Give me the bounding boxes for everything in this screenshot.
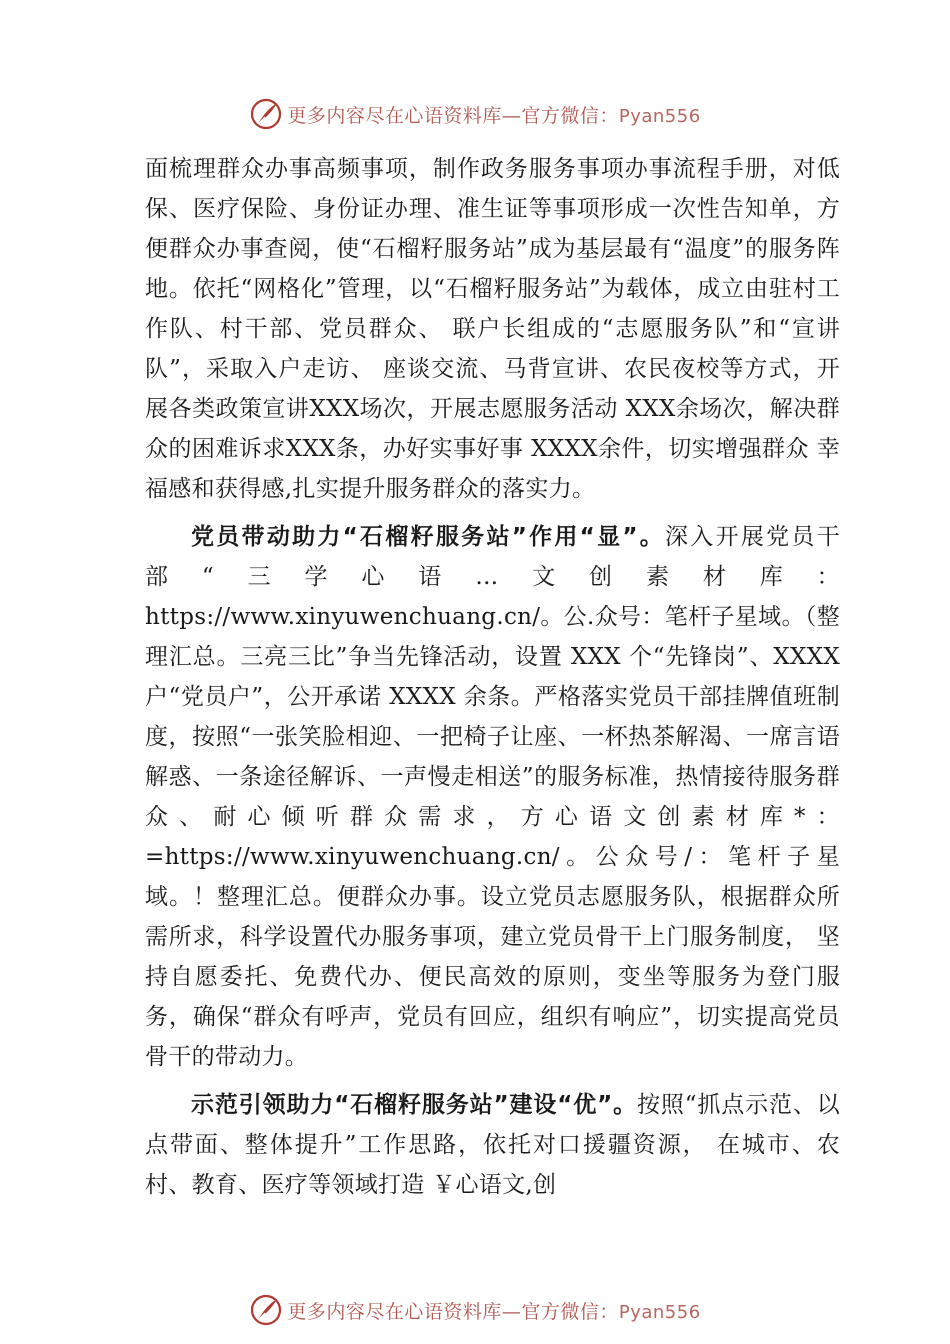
watermark-text: 更多内容尽在心语资料库—官方微信：Pyan556	[287, 1300, 701, 1323]
paragraph-body: 按照“抓点示范、以点带面、整体提升”工作思路，依托对口援疆资源， 在城市、农村、教育、医疗等领域打造 ￥心语文,创	[145, 1092, 841, 1198]
paragraph-body: 面梳理群众办事高频事项，制作政务服务事项办事流程手册，对低保、医疗保险、身份证办理、准生证等事项形成一次性告知单，方便群众办事查阅，使“石榴籽服务站”成为基层最有“温度”的服务阵地。依托“网格化”管理，以“石榴籽服务站”为载体，成立由驻村工作队、村干部、党员群众、 联户长组成的“志愿服务队”和“宣讲队”，采取入户走访、 座谈交流、马背宣讲、农民夜校等方式，开展各类政策宣讲XXX场次，开展志愿服务活动 XXX余场次，解决群众的困难诉求XXX条，办好实事好事 XXXX余件，切实增强群众 幸福感和获得感,扎实提升服务群众的落实力。	[145, 156, 840, 502]
header-watermark	[0, 94, 950, 134]
quill-logo-icon	[249, 97, 283, 131]
paragraph	[145, 517, 840, 1077]
wechat-id: Pyan556	[618, 105, 701, 127]
watermark-text: 更多内容尽在心语资料库—官方微信：Pyan556	[287, 104, 701, 127]
quill-logo-icon	[249, 1293, 283, 1327]
paragraph	[145, 149, 840, 509]
footer-watermark	[0, 1290, 950, 1330]
paragraph-lead: 党员带动助力“石榴籽服务站”作用“显”。	[191, 524, 666, 550]
document-body	[145, 149, 840, 1205]
wechat-id: Pyan556	[618, 1301, 701, 1323]
paragraph-lead: 示范引领助力“石榴籽服务站”建设“优”。	[191, 1092, 637, 1118]
paragraph	[145, 1085, 840, 1205]
paragraph-body: 深入开展党员干部“三学心语…文创素材库：https://www.xinyuwenchuang.cn/。公.众号：笔杆子星域。（整理汇总。三亮三比”争当先锋活动，设置 XXX 个“先锋岗”、XXXX 户“党员户”，公开承诺 XXXX 余条。严格落实党员干部挂牌值班制度，按照“一张笑脸相迎、一把椅子让座、一杯热茶解渴、一席言语解惑、一条途径解诉、一声慢走相送”的服务标准，热情接待服务群众、耐心倾听群众需求，方心语文创素材库*：=https://www.xinyuwenchuang.cn/。公众号/：笔杆子星域。！整理汇总。便群众办事。设立党员志愿服务队，根据群众所需所求，科学设置代办服务事项，建立党员骨干上门服务制度， 坚持自愿委托、免费代办、便民高效的原则，变坐等服务为登门服务，确保“群众有呼声，党员有回应，组织有响应”，切实提高党员骨干的带动力。	[145, 524, 840, 1070]
